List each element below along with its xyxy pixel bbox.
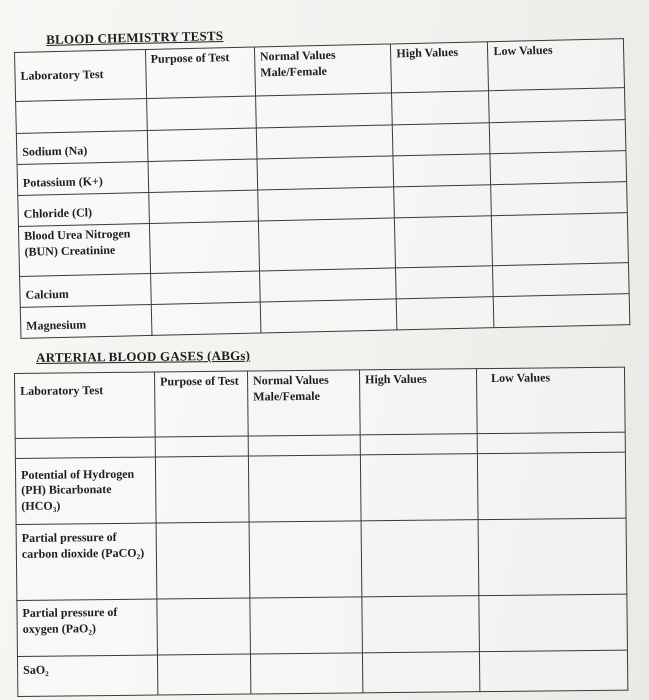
normal-values-cell[interactable] [258,218,396,271]
purpose-cell[interactable] [156,522,250,599]
low-values-cell[interactable] [491,182,627,216]
low-values-cell[interactable] [492,213,629,266]
row-label-bun-creatinine: Blood Urea Nitrogen (BUN) Creatinine [18,223,150,276]
header-normal-values: Normal Values Male/Female [254,44,392,96]
blood-chemistry-table [14,38,630,339]
low-values-cell[interactable] [490,151,626,185]
normal-values-cell[interactable] [250,653,362,694]
high-values-cell[interactable] [362,652,479,693]
header-laboratory-test: Laboratory Test [15,50,147,102]
high-values-cell[interactable] [393,154,491,187]
low-values-cell[interactable] [479,594,628,652]
purpose-cell[interactable] [155,436,248,457]
table-row [17,594,628,656]
normal-values-cell[interactable] [255,93,392,128]
high-values-cell[interactable] [360,434,477,455]
normal-values-cell[interactable] [256,125,393,159]
header-purpose-of-test: Purpose of Test [145,47,255,98]
normal-values-cell[interactable] [259,268,396,302]
header-low-values: Low Values [476,367,625,434]
normal-values-cell[interactable] [260,299,397,333]
purpose-cell[interactable] [151,302,261,335]
purpose-cell[interactable] [147,128,257,161]
high-values-cell[interactable] [396,266,494,299]
header-high-values: High Values [391,42,489,93]
purpose-cell[interactable] [148,190,258,223]
header-low-values: Low Values [488,39,625,91]
high-values-cell[interactable] [397,297,495,330]
row-label-calcium: Calcium [20,273,151,307]
purpose-cell[interactable] [157,598,251,655]
table-header-row [15,367,626,438]
high-values-cell[interactable] [393,123,491,156]
normal-values-cell[interactable] [249,521,362,598]
row-label-magnesium: Magnesium [20,304,151,338]
low-values-cell[interactable] [493,263,629,297]
purpose-cell[interactable] [149,221,259,273]
header-normal-values: Normal Values Male/Female [247,370,360,436]
blood-chemistry-title: BLOOD CHEMISTRY TESTS [46,27,224,47]
row-label-potassium: Potassium (K+) [17,161,148,195]
normal-values-cell[interactable] [248,455,361,522]
high-values-cell[interactable] [362,596,480,653]
low-values-cell[interactable] [489,88,625,123]
purpose-cell[interactable] [146,96,256,130]
normal-values-cell[interactable] [250,597,363,654]
purpose-cell[interactable] [150,271,260,304]
row-label-sao2: SaO₂ [17,655,157,696]
low-values-cell[interactable] [477,432,625,454]
normal-values-cell[interactable] [257,156,394,190]
header-laboratory-test: Laboratory Test [15,372,156,438]
header-high-values: High Values [359,369,477,435]
abg-title: ARTERIAL BLOOD GASES (ABGs) [36,347,251,365]
row-label [15,437,155,458]
header-purpose-of-test: Purpose of Test [154,371,248,437]
row-label-chloride: Chloride (Cl) [18,192,149,226]
table-row [17,650,627,696]
row-label [16,99,147,134]
normal-values-cell[interactable] [248,435,360,456]
table-row [16,518,627,600]
high-values-cell[interactable] [394,185,492,218]
low-values-cell[interactable] [477,452,626,520]
row-label-paco2: Partial pressure of carbon dioxide (PaCO₂) [16,523,157,600]
high-values-cell[interactable] [395,216,493,268]
low-values-cell[interactable] [478,518,627,596]
normal-values-cell[interactable] [257,187,394,221]
low-values-cell[interactable] [490,120,626,154]
high-values-cell[interactable] [360,454,478,521]
purpose-cell[interactable] [155,456,249,523]
high-values-cell[interactable] [361,520,479,597]
high-values-cell[interactable] [392,91,490,125]
purpose-cell[interactable] [157,654,250,695]
row-label-sodium: Sodium (Na) [16,131,147,165]
row-label-ph-bicarbonate: Potential of Hydrogen (PH) Bicarbonate (HCO₃) [15,457,156,524]
row-label-pao2: Partial pressure of oxygen (PaO₂) [17,599,158,656]
low-values-cell[interactable] [479,650,627,692]
purpose-cell[interactable] [148,159,258,192]
abg-table [14,367,628,697]
table-row [15,452,626,524]
low-values-cell[interactable] [494,294,630,328]
